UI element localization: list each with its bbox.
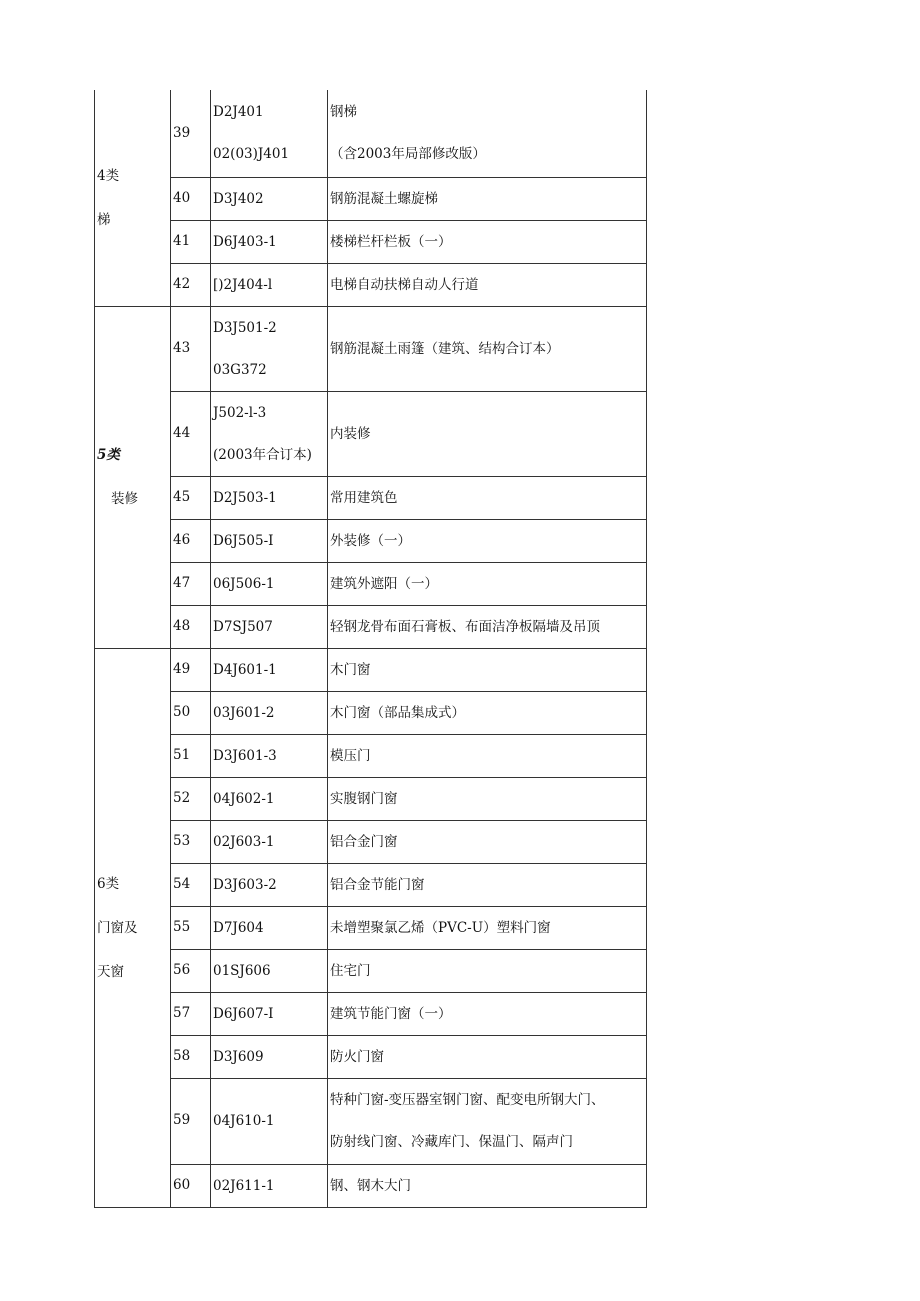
code-cell xyxy=(211,1035,328,1078)
category-cell xyxy=(95,306,171,648)
table-row xyxy=(95,1035,647,1078)
table-row xyxy=(95,906,647,949)
table-row xyxy=(95,820,647,863)
title-cell xyxy=(328,906,647,949)
item-number: 56 xyxy=(171,949,211,992)
standards-table xyxy=(94,90,647,1208)
standard-title: 模压门 xyxy=(330,747,371,764)
table-row xyxy=(95,90,647,177)
standard-code: D4J601-1 xyxy=(213,661,277,678)
standard-title: 钢、钢木大门 xyxy=(330,1177,411,1194)
title-cell xyxy=(328,777,647,820)
title-cell xyxy=(328,391,647,476)
category-label: 装修 xyxy=(111,491,138,507)
item-number: 51 xyxy=(171,734,211,777)
title-cell xyxy=(328,1078,647,1164)
table-row xyxy=(95,391,647,476)
item-number: 42 xyxy=(171,263,211,306)
code-cell xyxy=(211,863,328,906)
item-number: 39 xyxy=(171,90,211,177)
standard-title: 铝合金节能门窗 xyxy=(330,876,425,893)
category-label: 天窗 xyxy=(97,963,124,980)
item-number: 40 xyxy=(171,177,211,220)
standards-table-container xyxy=(94,90,647,1208)
standard-code: 02J603-1 xyxy=(213,833,275,850)
standard-title: 钢筋混凝土螺旋梯 xyxy=(330,190,438,207)
standard-title: 建筑节能门窗（一） xyxy=(330,1005,452,1022)
title-cell xyxy=(328,476,647,519)
item-number: 60 xyxy=(171,1164,211,1207)
standard-code: 01SJ606 xyxy=(213,962,271,979)
standard-title: 住宅门 xyxy=(330,962,371,979)
table-row xyxy=(95,691,647,734)
table-row xyxy=(95,734,647,777)
table-row xyxy=(95,476,647,519)
standard-code: 02(03)J401 xyxy=(213,146,290,163)
item-number: 53 xyxy=(171,820,211,863)
code-cell xyxy=(211,306,328,391)
item-number: 48 xyxy=(171,605,211,648)
standard-code: D2J401 xyxy=(213,104,264,121)
standard-code: D6J403-1 xyxy=(213,233,277,250)
table-row xyxy=(95,519,647,562)
standard-title: 铝合金门窗 xyxy=(330,833,398,850)
code-cell xyxy=(211,777,328,820)
code-cell xyxy=(211,177,328,220)
code-cell xyxy=(211,605,328,648)
standard-code: (2003年合订本) xyxy=(213,446,312,463)
table-row xyxy=(95,306,647,391)
table-row xyxy=(95,562,647,605)
standard-code: D7SJ507 xyxy=(213,618,273,635)
standard-title: 木门窗 xyxy=(330,661,371,678)
code-cell xyxy=(211,391,328,476)
standard-code: D3J601-3 xyxy=(213,747,277,764)
code-cell xyxy=(211,1078,328,1164)
standard-title: 楼梯栏杆栏板（一） xyxy=(330,233,452,250)
standard-title: 木门窗（部品集成式） xyxy=(330,704,465,721)
standard-title: 建筑外遮阳（一） xyxy=(330,575,438,592)
title-cell xyxy=(328,820,647,863)
table-row xyxy=(95,949,647,992)
category-label: 6类 xyxy=(97,875,120,892)
table-row xyxy=(95,777,647,820)
title-cell xyxy=(328,691,647,734)
table-row xyxy=(95,863,647,906)
standard-code: 04J602-1 xyxy=(213,790,275,807)
title-cell xyxy=(328,949,647,992)
title-cell xyxy=(328,992,647,1035)
code-cell xyxy=(211,906,328,949)
title-cell xyxy=(328,734,647,777)
title-cell xyxy=(328,177,647,220)
code-cell xyxy=(211,476,328,519)
table-row xyxy=(95,177,647,220)
standard-code: D3J603-2 xyxy=(213,876,277,893)
code-cell xyxy=(211,562,328,605)
category-label: 门窗及 xyxy=(97,919,138,936)
item-number: 57 xyxy=(171,992,211,1035)
item-number: 59 xyxy=(171,1078,211,1164)
category-label: 5类 xyxy=(97,447,120,463)
item-number: 44 xyxy=(171,391,211,476)
standard-title: 轻钢龙骨布面石膏板、布面洁净板隔墙及吊顶 xyxy=(330,618,600,635)
standard-title: 防射线门窗、冷藏库门、保温门、隔声门 xyxy=(330,1134,573,1150)
standard-code: 04J610-1 xyxy=(213,1113,275,1129)
item-number: 45 xyxy=(171,476,211,519)
standard-code: D7J604 xyxy=(213,919,264,936)
item-number: 47 xyxy=(171,562,211,605)
code-cell xyxy=(211,820,328,863)
title-cell xyxy=(328,605,647,648)
category-label: 梯 xyxy=(97,211,111,228)
standard-title: 常用建筑色 xyxy=(330,489,398,506)
code-cell xyxy=(211,734,328,777)
code-cell xyxy=(211,90,328,177)
standard-title: 电梯自动扶梯自动人行道 xyxy=(330,276,479,293)
standard-title: 内装修 xyxy=(330,425,371,442)
standard-title: （含2003年局部修改版） xyxy=(330,146,486,163)
item-number: 54 xyxy=(171,863,211,906)
standards-table-body xyxy=(95,90,647,1207)
standard-title: 未增塑聚氯乙烯（PVC-U）塑料门窗 xyxy=(330,919,551,936)
code-cell xyxy=(211,519,328,562)
standard-code: 03G372 xyxy=(213,361,267,378)
table-row xyxy=(95,648,647,691)
standard-code: D3J402 xyxy=(213,190,264,207)
table-row xyxy=(95,1078,647,1164)
title-cell xyxy=(328,90,647,177)
table-row xyxy=(95,1164,647,1207)
category-cell xyxy=(95,648,171,1207)
standard-code: D3J501-2 xyxy=(213,319,277,336)
code-cell xyxy=(211,949,328,992)
item-number: 58 xyxy=(171,1035,211,1078)
table-row xyxy=(95,220,647,263)
standard-code: D3J609 xyxy=(213,1048,264,1065)
standard-title: 外装修（一） xyxy=(330,532,411,549)
category-cell xyxy=(95,90,171,306)
standard-title: 钢筋混凝土雨篷（建筑、结构合订本） xyxy=(330,340,560,357)
standard-code: 02J611-1 xyxy=(213,1177,275,1194)
table-row xyxy=(95,263,647,306)
item-number: 43 xyxy=(171,306,211,391)
standard-title: 钢梯 xyxy=(330,104,357,121)
standard-code: D6J607-I xyxy=(213,1005,274,1022)
code-cell xyxy=(211,220,328,263)
title-cell xyxy=(328,1164,647,1207)
standard-code: 03J601-2 xyxy=(213,704,275,721)
standard-code: D6J505-I xyxy=(213,532,274,549)
code-cell xyxy=(211,648,328,691)
item-number: 41 xyxy=(171,220,211,263)
category-label: 4类 xyxy=(97,167,120,184)
standard-title: 防火门窗 xyxy=(330,1048,384,1065)
standard-code: D2J503-1 xyxy=(213,489,277,506)
title-cell xyxy=(328,562,647,605)
title-cell xyxy=(328,306,647,391)
title-cell xyxy=(328,1035,647,1078)
item-number: 49 xyxy=(171,648,211,691)
standard-title: 特种门窗-变压器室钢门窗、配变电所钢大门、 xyxy=(330,1092,605,1108)
standard-code: J502-l-3 xyxy=(213,404,267,421)
title-cell xyxy=(328,263,647,306)
code-cell xyxy=(211,1164,328,1207)
title-cell xyxy=(328,648,647,691)
item-number: 55 xyxy=(171,906,211,949)
title-cell xyxy=(328,519,647,562)
standard-code: 06J506-1 xyxy=(213,575,275,592)
code-cell xyxy=(211,263,328,306)
item-number: 50 xyxy=(171,691,211,734)
code-cell xyxy=(211,691,328,734)
standard-code: [)2J404-l xyxy=(213,276,273,293)
table-row xyxy=(95,605,647,648)
title-cell xyxy=(328,220,647,263)
item-number: 46 xyxy=(171,519,211,562)
title-cell xyxy=(328,863,647,906)
item-number: 52 xyxy=(171,777,211,820)
standard-title: 实腹钢门窗 xyxy=(330,790,398,807)
code-cell xyxy=(211,992,328,1035)
table-row xyxy=(95,992,647,1035)
